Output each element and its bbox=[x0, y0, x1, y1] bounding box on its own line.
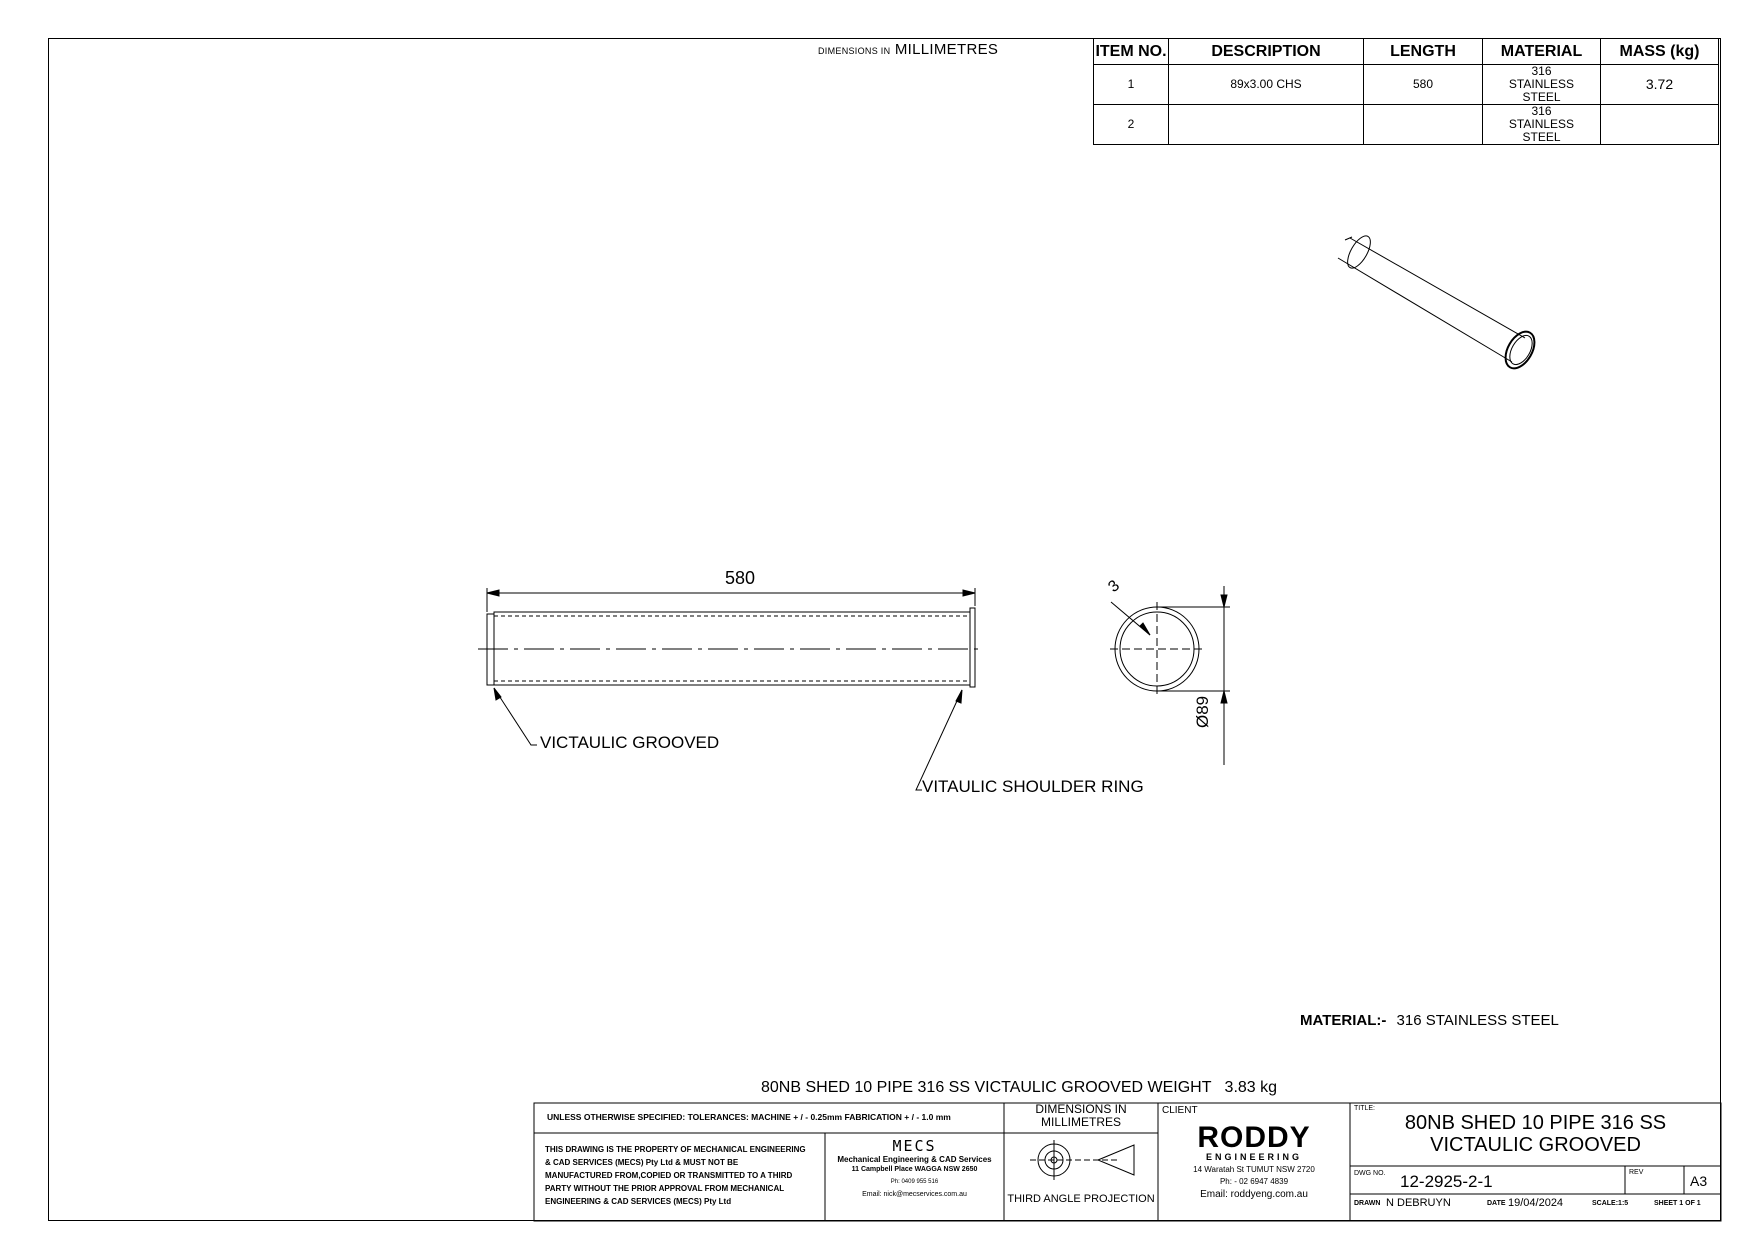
material-note bbox=[1300, 1012, 1559, 1029]
groove-callout: VICTAULIC GROOVED bbox=[540, 733, 720, 752]
bom-cell-material: 316 STAINLESS STEEL bbox=[1483, 105, 1601, 145]
side-view bbox=[478, 588, 980, 790]
drawing-title-line2: VICTAULIC GROOVED bbox=[1430, 1134, 1641, 1156]
mecs-block bbox=[825, 1137, 1004, 1202]
material-note-label: MATERIAL:- bbox=[1300, 1012, 1387, 1029]
drawing-title-line1: 80NB SHED 10 PIPE 316 SS bbox=[1404, 1112, 1667, 1134]
mecs-name: Mechanical Engineering & CAD Services bbox=[837, 1155, 992, 1164]
bom-cell-material: 316 STAINLESS STEEL bbox=[1483, 65, 1601, 105]
bom-cell-mass: 3.72 bbox=[1601, 65, 1719, 105]
bom-cell-item: 2 bbox=[1094, 105, 1169, 145]
title-label: TITLE: bbox=[1354, 1105, 1376, 1112]
dims-in-label: DIMENSIONS IN bbox=[1035, 1102, 1127, 1116]
drawing-scale: SCALE:1:5 bbox=[1592, 1200, 1629, 1207]
dims-in-unit: MILLIMETRES bbox=[1040, 1115, 1121, 1129]
bom-header-length: LENGTH bbox=[1364, 39, 1483, 65]
bom-cell-description: 89x3.00 CHS bbox=[1169, 65, 1364, 105]
bom-header-mass: MASS (kg) bbox=[1601, 39, 1719, 65]
tolerances-note: UNLESS OTHERWISE SPECIFIED: TOLERANCES: MACHINE + / - 0.25mm FABRICATION + / - 1.0 mm bbox=[547, 1112, 951, 1122]
mecs-logo: MECS bbox=[892, 1137, 937, 1155]
projection-label: THIRD ANGLE PROJECTION bbox=[1007, 1193, 1155, 1205]
material-note-value: 316 STAINLESS STEEL bbox=[1396, 1012, 1559, 1029]
client-block bbox=[1158, 1121, 1350, 1202]
drawn-label: DRAWN bbox=[1354, 1200, 1381, 1207]
end-view bbox=[1110, 586, 1230, 765]
units-value: MILLIMETRES bbox=[894, 41, 999, 58]
isometric-view bbox=[1338, 232, 1540, 373]
dwg-no: 12-2925-2-1 bbox=[1400, 1172, 1493, 1191]
bom-header-description: DESCRIPTION bbox=[1169, 39, 1364, 65]
dims-in-block bbox=[1004, 1103, 1158, 1129]
length-dimension: 580 bbox=[725, 568, 756, 588]
client-label: CLIENT bbox=[1162, 1105, 1198, 1116]
client-email: Email: roddyeng.com.au bbox=[1200, 1189, 1308, 1200]
sheet-number: SHEET 1 OF 1 bbox=[1654, 1200, 1701, 1207]
mecs-email: Email: nick@mecservices.com.au bbox=[862, 1191, 967, 1198]
bom-header-item: ITEM NO. bbox=[1094, 39, 1169, 65]
drawn-by: N DEBRUYN bbox=[1386, 1197, 1451, 1209]
drawing-title bbox=[1350, 1112, 1721, 1156]
client-address: 14 Waratah St TUMUT NSW 2720 bbox=[1193, 1165, 1315, 1174]
property-notice: THIS DRAWING IS THE PROPERTY OF MECHANICAL ENGINEERING & CAD SERVICES (MECS) Pty Ltd & MUST NOT BE MANUFACTURED FROM,COPIED OR TRANSMITTED TO A THIRD PARTY WITHOUT THE PRIOR APPROVAL FROM MECHANICAL ENGINEERING & CAD SERVICES (MECS) Pty Ltd bbox=[545, 1145, 806, 1206]
drawing-date: 19/04/2024 bbox=[1508, 1197, 1564, 1209]
bom-header-material: MATERIAL bbox=[1483, 39, 1601, 65]
rev-label: REV bbox=[1629, 1169, 1644, 1176]
dwg-no-label: DWG NO. bbox=[1354, 1170, 1386, 1177]
client-phone: Ph: - 02 6947 4839 bbox=[1219, 1177, 1289, 1186]
wall-thickness-dimension: 3 bbox=[1105, 577, 1124, 596]
date-label: DATE bbox=[1487, 1200, 1506, 1207]
mecs-phone: Ph: 0409 955 516 bbox=[890, 1179, 939, 1185]
roddy-logo: RODDY bbox=[1197, 1121, 1311, 1154]
mecs-address: 11 Campbell Place WAGGA NSW 2650 bbox=[851, 1166, 978, 1173]
units-prefix: DIMENSIONS IN bbox=[818, 46, 891, 56]
projection-symbol-icon bbox=[1030, 1140, 1134, 1180]
bom-cell-item: 1 bbox=[1094, 65, 1169, 105]
roddy-logo-sub: ENGINEERING bbox=[1205, 1152, 1302, 1162]
diameter-dimension: Ø89 bbox=[1193, 695, 1212, 728]
weight-note: 80NB SHED 10 PIPE 316 SS VICTAULIC GROOVED WEIGHT 3.83 kg bbox=[761, 1079, 1278, 1096]
sheet-size: A3 bbox=[1690, 1173, 1708, 1189]
bom-cell-length: 580 bbox=[1364, 65, 1483, 105]
ring-callout: VITAULIC SHOULDER RING bbox=[922, 777, 1144, 796]
